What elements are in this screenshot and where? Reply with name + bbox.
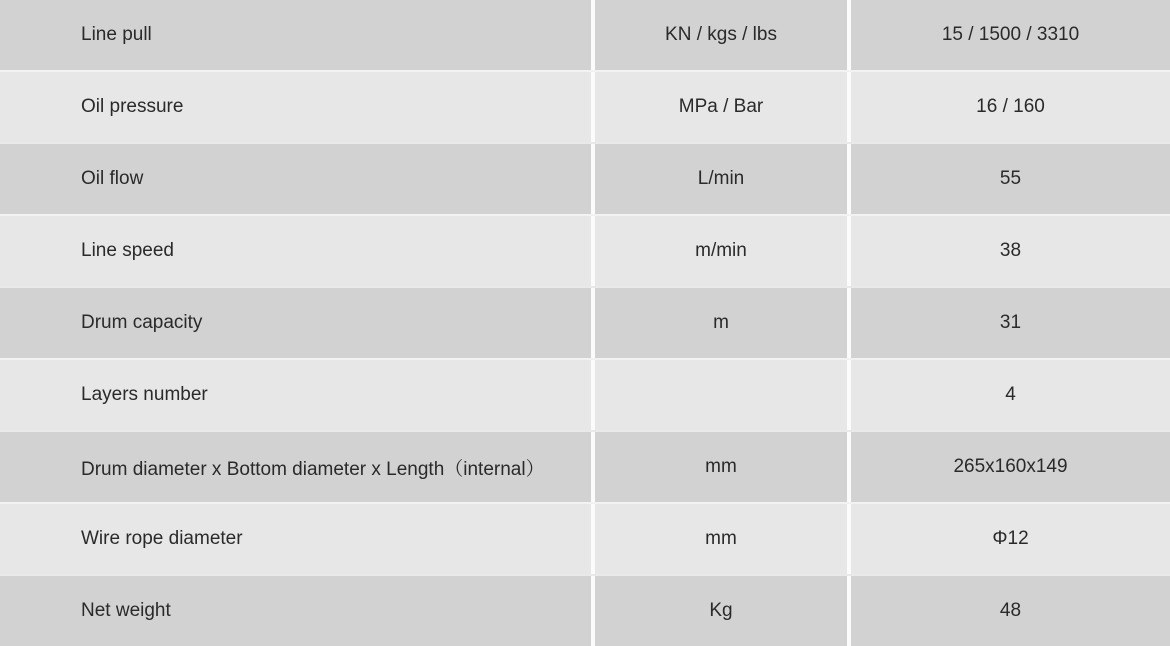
unit-cell (591, 360, 851, 430)
unit-cell: MPa / Bar (591, 72, 851, 142)
value-cell: 15 / 1500 / 3310 (941, 24, 1080, 45)
value-cell: 16 / 160 (976, 96, 1045, 117)
value-cell: 55 (999, 168, 1022, 189)
table-row (0, 574, 1170, 646)
table-row (0, 286, 1170, 358)
unit-cell: mm (591, 504, 851, 574)
value-cell: Φ12 (992, 528, 1029, 549)
unit-cell: m/min (591, 216, 851, 286)
table-row (0, 70, 1170, 142)
param-cell: Drum capacity (81, 312, 203, 333)
param-cell: Line speed (81, 240, 174, 261)
table-row (0, 142, 1170, 214)
value-cell: 265x160x149 (953, 456, 1068, 477)
param-cell: Drum diameter x Bottom diameter x Length（internal） (81, 458, 545, 480)
value-cell: 38 (999, 240, 1022, 261)
param-cell: Oil pressure (81, 96, 184, 117)
unit-cell: mm (591, 432, 851, 502)
unit-cell: KN / kgs / lbs (591, 0, 851, 70)
unit-cell: Kg (591, 576, 851, 646)
unit-cell: m (591, 288, 851, 358)
table-row (0, 430, 1170, 502)
param-cell: Oil flow (81, 168, 144, 189)
param-cell: Net weight (81, 600, 171, 621)
table-row (0, 214, 1170, 286)
param-cell: Wire rope diameter (81, 528, 243, 549)
param-cell: Layers number (81, 384, 208, 405)
unit-cell: L/min (591, 144, 851, 214)
param-cell: Line pull (81, 24, 152, 45)
table-row (0, 358, 1170, 430)
value-cell: 48 (999, 600, 1022, 621)
value-cell: 31 (999, 312, 1022, 333)
table-row (0, 0, 1170, 70)
table-row (0, 502, 1170, 574)
value-cell: 4 (1005, 384, 1016, 405)
